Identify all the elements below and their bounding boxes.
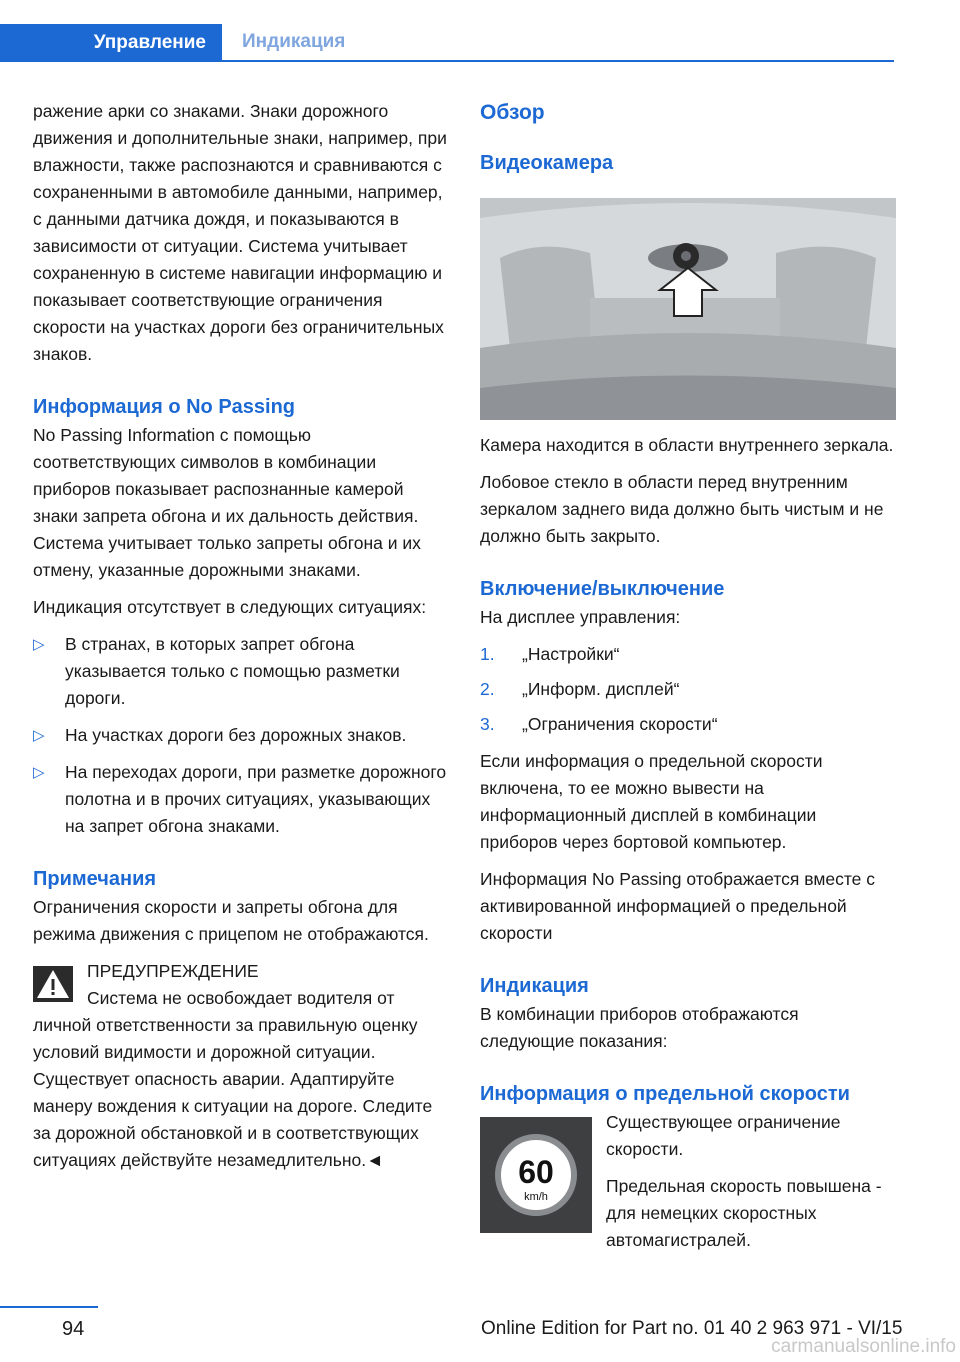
onoff-intro: На дисплее управления: (480, 607, 681, 627)
situations-list (33, 631, 448, 840)
camera-heading: Видеокамера (480, 152, 614, 174)
edition-text: Online Edition for Part no. 01 40 2 963 971 - VI/15 (481, 1318, 903, 1339)
page-number: 94 (62, 1318, 85, 1340)
display-text: В комбинации приборов отображаются следующие показания: (480, 1004, 799, 1051)
camera-text-1: Камера находится в области внутреннего зеркала. (480, 435, 894, 455)
triangle-bullet-icon: ▷ (33, 636, 45, 653)
speedinfo-text-2: Предельная скорость повышена - для немецких скоростных автомагистралей. (606, 1176, 882, 1250)
display-heading: Индикация (480, 975, 589, 997)
speedinfo-heading: Информация о предельной скорости (480, 1083, 850, 1105)
not-shown-intro: Индикация отсутствует в следующих ситуациях: (33, 597, 427, 617)
warning-text: Система не освобождает водителя от личной ответственности за правильную оценку условий видимости и дорожной ситуации. Существует опасность аварии. Адаптируйте манеру вождения к ситуации на дороге. Следите за дорожной обстановкой и в соответствующих ситуациях действуйте незамедлительно.◄ (33, 988, 433, 1170)
nopassing-paragraph: No Passing Information с помощью соответствующих символов в комбинации приборов показывает распознанные камерой знаки запрета обгона и их дальность действия. Система учитывает только запреты обгона и их отмену, указанные дорожными знаками. (33, 425, 421, 580)
warning-triangle-icon (33, 966, 73, 1002)
camera-text-2: Лобовое стекло в области перед внутренним зеркалом заднего вида должно быть чистым и не должно быть закрыто. (480, 472, 884, 546)
warning-block (33, 958, 448, 1174)
sign-value: 60 (518, 1154, 554, 1190)
right-column (480, 98, 896, 1264)
onoff-text-2: Информация No Passing отображается вместе с активированной информацией о предельной скорости (480, 869, 876, 943)
intro-paragraph: ражение арки со знаками. Знаки дорожного движения и дополнительные знаки, например, при влажности, также распознаются и сравниваются с сохраненными в автомобиле данными, например, с данными датчика дождя, и показываются в зависимости от ситуации. Система учитывает сохраненную в системе навигации информацию и показывает соответствующие ограничения скорости на участках дороги без ограничительных знаков. (33, 101, 447, 364)
warning-title: ПРЕДУПРЕЖДЕНИЕ (87, 961, 259, 981)
list-item: ▷ На переходах дороги, при разметке дорожного полотна и в прочих ситуациях, указывающих на запрет обгона знаками. (33, 759, 448, 840)
nopassing-heading: Информация о No Passing (33, 396, 296, 418)
list-item: ▷ На участках дороги без дорожных знаков. (33, 722, 448, 749)
tab-upravlenie[interactable]: Управление (0, 24, 222, 62)
onoff-text-1: Если информация о предельной скорости включена, то ее можно вывести на информационный дисплей в комбинации приборов через бортовой компьютер. (480, 751, 823, 852)
camera-photo (480, 198, 896, 420)
triangle-bullet-icon: ▷ (33, 727, 45, 744)
sign-unit: km/h (524, 1191, 548, 1203)
list-item: 1. „Настройки“ (480, 644, 620, 664)
footer-rule (0, 1306, 98, 1308)
notes-paragraph: Ограничения скорости и запреты обгона для режима движения с прицепом не отображаются. (33, 897, 429, 944)
tab-indikatsiya[interactable]: Индикация (222, 24, 894, 62)
speedinfo-row (480, 1109, 896, 1254)
watermark: carmanualsonline.info (771, 1336, 956, 1357)
steps-list (480, 641, 896, 738)
speedinfo-text-1: Существующее ограничение скорости. (606, 1112, 841, 1159)
triangle-bullet-icon: ▷ (33, 764, 45, 781)
list-item: 3. „Ограничения скорости“ (480, 714, 718, 734)
windshield-camera-illustration (480, 198, 896, 420)
onoff-heading: Включение/выключение (480, 578, 725, 600)
list-item: ▷ В странах, в которых запрет обгона указывается только с помощью разметки дороги. (33, 631, 448, 712)
notes-heading: Примечания (33, 868, 157, 890)
speed-limit-sign (480, 1117, 592, 1233)
overview-heading: Обзор (480, 101, 545, 124)
list-item: 2. „Информ. дисплей“ (480, 679, 680, 699)
header-tabs (0, 24, 960, 62)
left-column (33, 98, 448, 1174)
